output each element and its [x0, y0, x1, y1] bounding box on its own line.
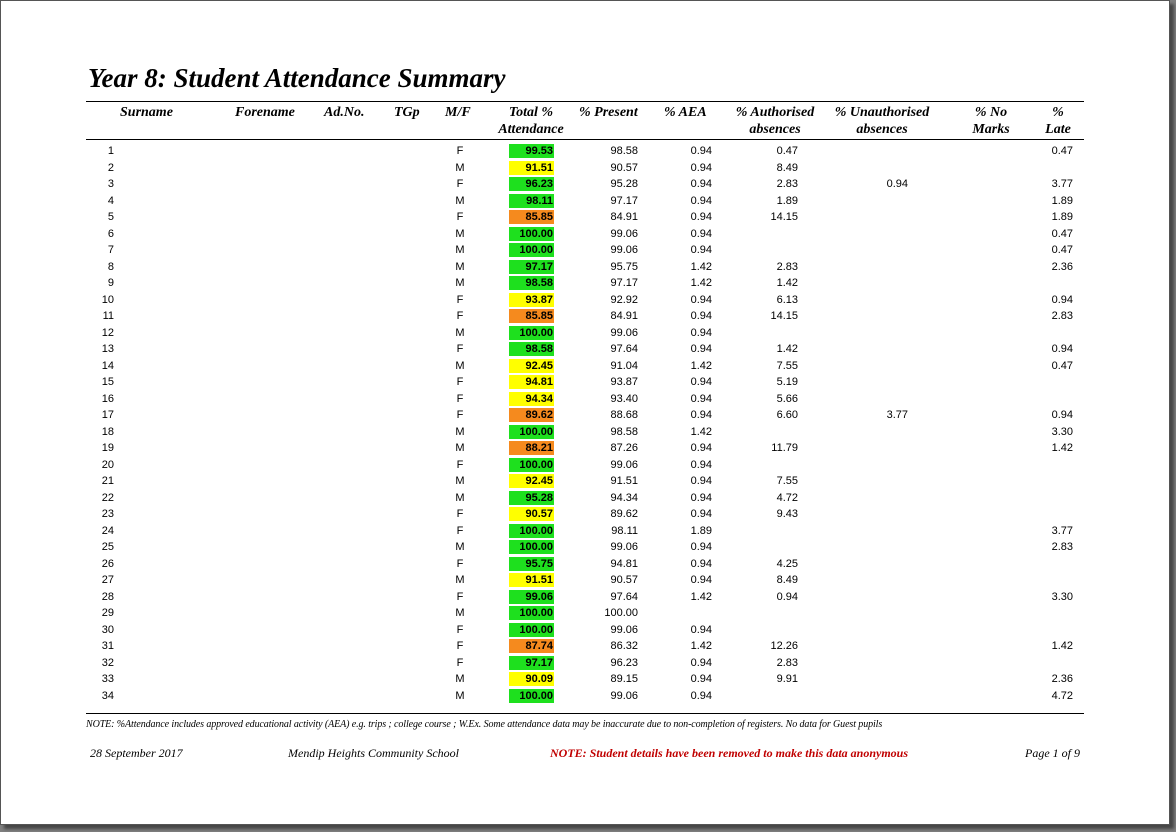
- authorised-pct-cell: 14.15: [770, 310, 798, 322]
- row-number-cell: 12: [101, 326, 114, 339]
- aea-pct-cell: 0.94: [690, 244, 712, 256]
- late-pct-cell: 2.36: [1051, 260, 1073, 273]
- present-pct-cell: 84.91: [610, 211, 638, 223]
- unauthorised-pct-cell: 3.77: [886, 409, 908, 421]
- present-pct-cell: 93.40: [610, 392, 638, 405]
- table-row: [1, 325, 1169, 341]
- row-number-cell: 15: [101, 376, 114, 388]
- total-attendance-cell: 96.23: [509, 177, 554, 191]
- present-pct-cell: 97.64: [610, 590, 638, 603]
- authorised-pct-cell: 5.19: [776, 376, 798, 388]
- row-number-cell: 13: [101, 343, 114, 355]
- row-number-cell: 8: [107, 260, 114, 273]
- gender-cell: M: [455, 326, 465, 339]
- table-row: [1, 259, 1169, 275]
- aea-pct-cell: 1.89: [690, 524, 712, 537]
- table-row: [1, 391, 1169, 407]
- gender-cell: F: [456, 590, 464, 603]
- footer-school: Mendip Heights Community School: [288, 746, 459, 760]
- authorised-pct-cell: 8.49: [776, 574, 798, 586]
- total-attendance-cell: 92.45: [509, 359, 554, 373]
- total-attendance-cell: 88.21: [509, 441, 554, 455]
- col-header-unauthorised: [825, 104, 939, 138]
- aea-pct-cell: 0.94: [690, 211, 712, 223]
- gender-cell: M: [455, 425, 465, 438]
- row-number-cell: 20: [101, 458, 114, 471]
- late-pct-cell: 0.94: [1051, 409, 1073, 421]
- aea-pct-cell: 0.94: [690, 574, 712, 586]
- total-attendance-cell: 100.00: [509, 623, 554, 637]
- row-number-cell: 29: [101, 607, 114, 619]
- aea-pct-cell: 0.94: [690, 161, 712, 174]
- row-number-cell: 11: [102, 310, 114, 322]
- gender-cell: M: [455, 673, 465, 685]
- gender-cell: M: [455, 227, 465, 240]
- table-row: [1, 176, 1169, 192]
- row-number-cell: 26: [101, 557, 114, 570]
- gender-cell: M: [455, 475, 465, 487]
- gender-cell: F: [456, 640, 464, 652]
- gender-cell: F: [456, 343, 464, 355]
- late-pct-cell: 0.94: [1051, 293, 1073, 306]
- present-pct-cell: 86.32: [610, 640, 638, 652]
- gender-cell: F: [456, 211, 464, 223]
- aea-pct-cell: 1.42: [690, 359, 712, 372]
- header-top-rule: [86, 101, 1084, 102]
- gender-cell: F: [456, 409, 464, 421]
- present-pct-cell: 99.06: [610, 227, 638, 240]
- total-attendance-cell: 100.00: [509, 524, 554, 538]
- total-attendance-cell: 85.85: [509, 309, 554, 323]
- row-number-cell: 9: [107, 277, 114, 289]
- gender-cell: F: [456, 557, 464, 570]
- total-attendance-cell: 89.62: [509, 408, 554, 422]
- aea-pct-cell: 1.42: [690, 260, 712, 273]
- col-header-aea: % AEA: [664, 105, 707, 120]
- present-pct-cell: 99.06: [610, 541, 638, 553]
- table-row: [1, 160, 1169, 176]
- row-number-cell: 31: [101, 640, 114, 652]
- aea-pct-cell: 0.94: [690, 376, 712, 388]
- row-number-cell: 7: [107, 244, 114, 256]
- table-row: [1, 622, 1169, 638]
- total-attendance-cell: 91.51: [509, 161, 554, 175]
- authorised-pct-cell: 2.83: [776, 656, 798, 669]
- late-pct-cell: 3.77: [1051, 178, 1073, 190]
- total-attendance-cell: 93.87: [509, 293, 554, 307]
- present-pct-cell: 98.11: [611, 524, 638, 537]
- authorised-pct-cell: 7.55: [776, 359, 798, 372]
- authorised-pct-cell: 1.42: [776, 343, 798, 355]
- present-pct-cell: 99.06: [610, 458, 638, 471]
- late-pct-cell: 3.30: [1051, 590, 1073, 603]
- authorised-pct-cell: 9.43: [776, 508, 798, 520]
- row-number-cell: 33: [101, 673, 114, 685]
- row-number-cell: 17: [101, 409, 114, 421]
- present-pct-cell: 91.04: [610, 359, 638, 372]
- aea-pct-cell: 0.94: [690, 458, 712, 471]
- row-number-cell: 2: [107, 161, 114, 174]
- col-header-total-line1: Total %: [508, 105, 554, 120]
- present-pct-cell: 98.58: [610, 145, 638, 157]
- table-row: [1, 490, 1169, 506]
- row-number-cell: 10: [101, 293, 114, 306]
- aea-pct-cell: 0.94: [690, 557, 712, 570]
- gender-cell: M: [455, 541, 465, 553]
- authorised-pct-cell: 0.47: [776, 145, 798, 157]
- table-row: [1, 655, 1169, 671]
- row-number-cell: 5: [107, 211, 114, 223]
- table-end-rule: [86, 713, 1084, 714]
- aea-pct-cell: 0.94: [690, 293, 712, 306]
- total-attendance-cell: 100.00: [509, 689, 554, 703]
- row-number-cell: 21: [101, 475, 114, 487]
- gender-cell: F: [456, 623, 464, 636]
- attendance-note: NOTE: %Attendance includes approved educational activity (AEA) e.g. trips ; college course ; W.Ex. Some attendance data may be inaccurate due to non-completion of registers. No data for Guest pupils: [86, 719, 883, 730]
- table-row: [1, 358, 1169, 374]
- total-attendance-cell: 100.00: [509, 326, 554, 340]
- present-pct-cell: 88.68: [610, 409, 638, 421]
- table-row: [1, 292, 1169, 308]
- present-pct-cell: 91.51: [610, 475, 638, 487]
- authorised-pct-cell: 0.94: [776, 590, 798, 603]
- table-row: [1, 275, 1169, 291]
- row-number-cell: 23: [101, 508, 114, 520]
- authorised-pct-cell: 2.83: [776, 178, 798, 190]
- col-header-tgp: TGp: [394, 105, 420, 120]
- col-header-authorised-line2: absences: [749, 122, 801, 137]
- aea-pct-cell: 0.94: [690, 178, 712, 190]
- gender-cell: M: [455, 260, 465, 273]
- present-pct-cell: 95.28: [610, 178, 638, 190]
- table-row: [1, 572, 1169, 588]
- table-row: [1, 440, 1169, 456]
- row-number-cell: 19: [101, 442, 114, 454]
- authorised-pct-cell: 6.13: [776, 293, 798, 306]
- aea-pct-cell: 0.94: [690, 227, 712, 240]
- total-attendance-cell: 85.85: [509, 210, 554, 224]
- aea-pct-cell: 0.94: [690, 475, 712, 487]
- aea-pct-cell: 0.94: [690, 392, 712, 405]
- authorised-pct-cell: 8.49: [776, 161, 798, 174]
- authorised-pct-cell: 7.55: [776, 475, 798, 487]
- col-header-authorised-line1: % Authorised: [735, 105, 815, 120]
- gender-cell: F: [456, 508, 464, 520]
- total-attendance-cell: 95.75: [509, 557, 554, 571]
- col-header-adno: Ad.No.: [324, 105, 365, 120]
- col-header-nomarks-line1: % No: [974, 105, 1008, 120]
- col-header-late-line1: %: [1052, 105, 1064, 120]
- row-number-cell: 22: [101, 491, 114, 504]
- col-header-unauthorised-line1: % Unauthorised: [834, 105, 930, 120]
- table-row: [1, 308, 1169, 324]
- row-number-cell: 16: [101, 392, 114, 405]
- gender-cell: M: [455, 277, 465, 289]
- total-attendance-cell: 94.81: [509, 375, 554, 389]
- total-attendance-cell: 90.57: [509, 507, 554, 521]
- late-pct-cell: 3.77: [1051, 524, 1073, 537]
- table-row: [1, 638, 1169, 654]
- footer-date: 28 September 2017: [90, 746, 183, 760]
- header-bottom-rule: [86, 139, 1084, 140]
- table-row: [1, 539, 1169, 555]
- table-row: [1, 209, 1169, 225]
- table-row: [1, 589, 1169, 605]
- late-pct-cell: 1.89: [1051, 194, 1073, 207]
- late-pct-cell: 0.47: [1051, 145, 1073, 157]
- row-number-cell: 25: [101, 541, 114, 553]
- aea-pct-cell: 1.42: [690, 425, 712, 438]
- gender-cell: M: [455, 161, 465, 174]
- total-attendance-cell: 87.74: [509, 639, 554, 653]
- gender-cell: M: [455, 607, 465, 619]
- gender-cell: F: [456, 656, 464, 669]
- row-number-cell: 18: [101, 425, 114, 438]
- authorised-pct-cell: 12.26: [770, 640, 798, 652]
- row-number-cell: 6: [107, 227, 114, 240]
- present-pct-cell: 89.62: [610, 508, 638, 520]
- col-header-total-line2: Attendance: [498, 122, 564, 137]
- row-number-cell: 27: [101, 574, 114, 586]
- row-number-cell: 24: [101, 524, 114, 537]
- col-header-late-line2: Late: [1045, 122, 1071, 137]
- footer-anonymous-note: NOTE: Student details have been removed to make this data anonymous: [550, 746, 909, 760]
- authorised-pct-cell: 5.66: [776, 392, 798, 405]
- present-pct-cell: 99.06: [610, 623, 638, 636]
- authorised-pct-cell: 1.42: [776, 277, 798, 289]
- present-pct-cell: 90.57: [610, 161, 638, 174]
- col-header-mf: M/F: [445, 105, 471, 120]
- total-attendance-cell: 94.34: [509, 392, 554, 406]
- col-header-unauthorised-line2: absences: [856, 122, 908, 137]
- table-row: [1, 226, 1169, 242]
- present-pct-cell: 94.34: [610, 491, 638, 504]
- gender-cell: M: [455, 491, 465, 504]
- present-pct-cell: 97.17: [610, 194, 638, 207]
- total-attendance-cell: 100.00: [509, 606, 554, 620]
- col-header-surname: Surname: [120, 105, 173, 120]
- aea-pct-cell: 0.94: [690, 689, 712, 702]
- gender-cell: M: [455, 689, 465, 702]
- aea-pct-cell: 1.42: [690, 590, 712, 603]
- col-header-forename: Forename: [235, 105, 295, 120]
- aea-pct-cell: 0.94: [690, 409, 712, 421]
- late-pct-cell: 4.72: [1051, 689, 1073, 702]
- col-header-authorised: [723, 104, 827, 138]
- present-pct-cell: 99.06: [610, 244, 638, 256]
- present-pct-cell: 92.92: [610, 293, 638, 306]
- aea-pct-cell: 1.42: [690, 640, 712, 652]
- total-attendance-cell: 91.51: [509, 573, 554, 587]
- authorised-pct-cell: 4.25: [776, 557, 798, 570]
- total-attendance-cell: 90.09: [509, 672, 554, 686]
- table-row: [1, 424, 1169, 440]
- table-row: [1, 605, 1169, 621]
- aea-pct-cell: 0.94: [690, 623, 712, 636]
- gender-cell: F: [456, 178, 464, 190]
- col-header-late: [1035, 104, 1081, 138]
- aea-pct-cell: 0.94: [690, 194, 712, 207]
- late-pct-cell: 0.47: [1051, 244, 1073, 256]
- total-attendance-cell: 100.00: [509, 540, 554, 554]
- gender-cell: F: [456, 293, 464, 306]
- present-pct-cell: 98.58: [610, 425, 638, 438]
- late-pct-cell: 2.36: [1051, 673, 1073, 685]
- present-pct-cell: 96.23: [610, 656, 638, 669]
- present-pct-cell: 90.57: [610, 574, 638, 586]
- col-header-nomarks: [956, 104, 1026, 138]
- footer-page-number: Page 1 of 9: [1025, 746, 1080, 760]
- table-row: [1, 341, 1169, 357]
- late-pct-cell: 1.89: [1051, 211, 1073, 223]
- authorised-pct-cell: 11.79: [771, 442, 798, 454]
- aea-pct-cell: 0.94: [690, 656, 712, 669]
- row-number-cell: 32: [101, 656, 114, 669]
- total-attendance-cell: 97.17: [509, 656, 554, 670]
- gender-cell: F: [456, 310, 464, 322]
- table-row: [1, 193, 1169, 209]
- table-row: [1, 473, 1169, 489]
- aea-pct-cell: 0.94: [690, 326, 712, 339]
- late-pct-cell: 0.47: [1051, 359, 1073, 372]
- table-row: [1, 556, 1169, 572]
- col-header-nomarks-line2: Marks: [972, 122, 1010, 137]
- aea-pct-cell: 0.94: [690, 442, 712, 454]
- present-pct-cell: 97.64: [610, 343, 638, 355]
- gender-cell: M: [455, 359, 465, 372]
- present-pct-cell: 99.06: [610, 326, 638, 339]
- aea-pct-cell: 0.94: [690, 541, 712, 553]
- aea-pct-cell: 0.94: [690, 508, 712, 520]
- row-number-cell: 1: [107, 145, 114, 157]
- gender-cell: F: [456, 458, 464, 471]
- report-title: Year 8: Student Attendance Summary: [88, 63, 506, 93]
- table-row: [1, 407, 1169, 423]
- col-header-total: [491, 104, 571, 138]
- col-header-present: % Present: [579, 105, 638, 120]
- present-pct-cell: 89.15: [610, 673, 638, 685]
- late-pct-cell: 2.83: [1051, 541, 1073, 553]
- authorised-pct-cell: 6.60: [776, 409, 798, 421]
- table-row: [1, 523, 1169, 539]
- aea-pct-cell: 0.94: [690, 145, 712, 157]
- row-number-cell: 30: [101, 623, 114, 636]
- total-attendance-cell: 100.00: [509, 243, 554, 257]
- row-number-cell: 14: [101, 359, 114, 372]
- gender-cell: M: [455, 194, 465, 207]
- authorised-pct-cell: 1.89: [776, 194, 798, 207]
- present-pct-cell: 100.00: [604, 607, 638, 619]
- authorised-pct-cell: 14.15: [770, 211, 798, 223]
- row-number-cell: 28: [101, 590, 114, 603]
- table-row: [1, 143, 1169, 159]
- gender-cell: F: [456, 524, 464, 537]
- late-pct-cell: 0.94: [1051, 343, 1073, 355]
- present-pct-cell: 84.91: [610, 310, 638, 322]
- total-attendance-cell: 99.53: [509, 144, 554, 158]
- table-row: [1, 457, 1169, 473]
- late-pct-cell: 1.42: [1051, 640, 1073, 652]
- present-pct-cell: 95.75: [610, 260, 638, 273]
- aea-pct-cell: 0.94: [690, 673, 712, 685]
- total-attendance-cell: 100.00: [509, 425, 554, 439]
- row-number-cell: 34: [101, 689, 114, 702]
- table-row: [1, 242, 1169, 258]
- gender-cell: M: [455, 442, 465, 454]
- present-pct-cell: 93.87: [610, 376, 638, 388]
- present-pct-cell: 87.26: [610, 442, 638, 454]
- table-row: [1, 688, 1169, 704]
- total-attendance-cell: 97.17: [509, 260, 554, 274]
- late-pct-cell: 2.83: [1051, 310, 1073, 322]
- total-attendance-cell: 92.45: [509, 474, 554, 488]
- aea-pct-cell: 0.94: [690, 343, 712, 355]
- row-number-cell: 3: [107, 178, 114, 190]
- gender-cell: F: [456, 392, 464, 405]
- table-row: [1, 506, 1169, 522]
- total-attendance-cell: 95.28: [509, 491, 554, 505]
- gender-cell: F: [456, 376, 464, 388]
- gender-cell: M: [455, 244, 465, 256]
- gender-cell: F: [456, 145, 464, 157]
- authorised-pct-cell: 2.83: [776, 260, 798, 273]
- aea-pct-cell: 1.42: [690, 277, 712, 289]
- table-row: [1, 374, 1169, 390]
- unauthorised-pct-cell: 0.94: [886, 178, 908, 190]
- authorised-pct-cell: 4.72: [776, 491, 798, 504]
- authorised-pct-cell: 9.91: [776, 673, 798, 685]
- total-attendance-cell: 100.00: [509, 458, 554, 472]
- total-attendance-cell: 98.11: [509, 194, 554, 208]
- present-pct-cell: 94.81: [610, 557, 638, 570]
- present-pct-cell: 97.17: [610, 277, 638, 289]
- row-number-cell: 4: [107, 194, 114, 207]
- present-pct-cell: 99.06: [610, 689, 638, 702]
- late-pct-cell: 3.30: [1051, 425, 1073, 438]
- late-pct-cell: 1.42: [1051, 442, 1073, 454]
- aea-pct-cell: 0.94: [690, 310, 712, 322]
- aea-pct-cell: 0.94: [690, 491, 712, 504]
- table-row: [1, 671, 1169, 687]
- total-attendance-cell: 98.58: [509, 342, 554, 356]
- total-attendance-cell: 100.00: [509, 227, 554, 241]
- gender-cell: M: [455, 574, 465, 586]
- total-attendance-cell: 98.58: [509, 276, 554, 290]
- total-attendance-cell: 99.06: [509, 590, 554, 604]
- late-pct-cell: 0.47: [1051, 227, 1073, 240]
